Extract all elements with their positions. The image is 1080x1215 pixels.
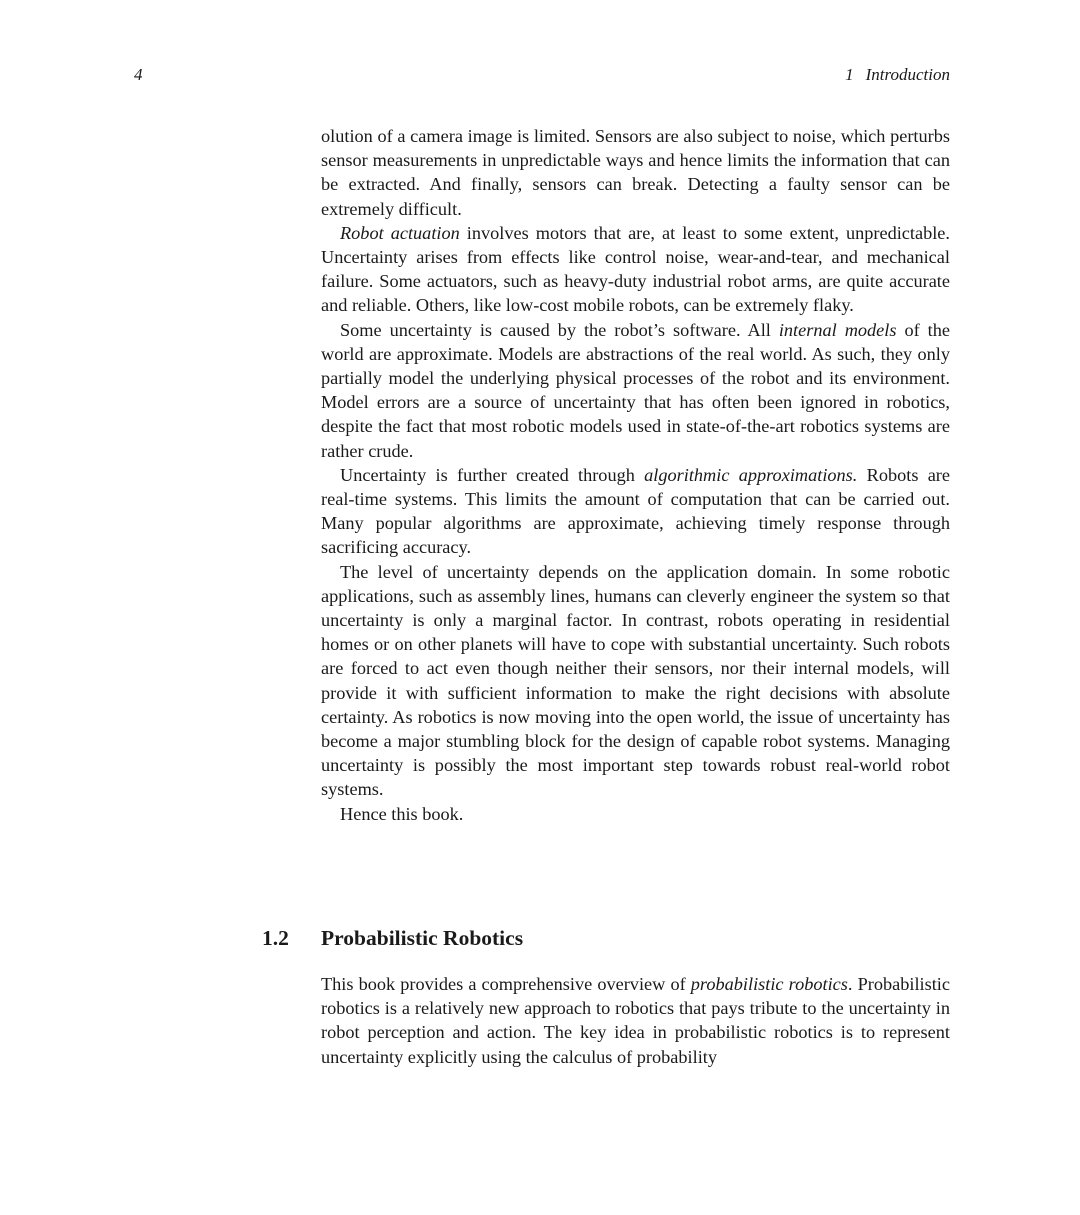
section-body-text <box>321 972 950 1069</box>
emphasis-algorithmic-approximations: algorithmic approximations. <box>644 464 858 485</box>
paragraph-text: Uncertainty is further created through <box>340 464 645 485</box>
emphasis-internal-models: internal models <box>778 319 897 340</box>
emphasis-probabilistic-robotics: probabilistic robotics <box>690 974 848 994</box>
chapter-title: Introduction <box>865 65 950 84</box>
paragraph-text: Some uncertainty is caused by the robot’s software. All <box>340 319 779 340</box>
paragraph-text: This book provides a comprehensive overview of <box>321 974 691 994</box>
paragraph-hence-this-book <box>321 802 950 826</box>
body-text <box>321 124 950 826</box>
emphasis-robot-actuation: Robot actuation <box>340 222 460 243</box>
chapter-number: 1 <box>845 65 854 84</box>
paragraph-internal-models <box>321 318 950 463</box>
paragraph-text: involves motors that are, at least to some extent, unpredictable. Uncertainty arises from effects like control noise, wear-and-tear, and mechanical failure. Some actuators, such as heavy-duty industrial robot arms, are quite accurate and reliable. Others, like low-cost mobile robots, can be extremely flaky. <box>321 222 950 316</box>
paragraph-text: Robots are real-time systems. This limits the amount of computation that can be carried out. Many popular algorithms are approximate, achieving timely response through sacrificing accuracy. <box>321 464 951 558</box>
chapter-reference <box>845 62 950 88</box>
page-number: 4 <box>134 65 143 84</box>
running-head <box>134 62 950 88</box>
paragraph-text: olution of a camera image is limited. Sensors are also subject to noise, which perturbs sensor measurements in unpredictable ways and hence limits the information that can be extracted. And finally, sensors can break. Detecting a faulty sensor can be extremely difficult. <box>321 126 950 219</box>
paragraph-probabilistic-robotics <box>321 972 950 1069</box>
paragraph-application-domain <box>321 560 950 802</box>
section-title: Probabilistic Robotics <box>321 926 524 950</box>
paragraph-sensor-noise <box>321 124 950 221</box>
paragraph-text: The level of uncertainty depends on the application domain. In some robotic applications, such as assembly lines, humans can cleverly engineer the system so that uncertainty is only a marginal factor. In contrast, robots operating in residential homes or on other planets will have to cope with substantial uncertainty. Such robots are forced to act even though neither their sensors, nor their internal models, will provide it with sufficient information to make the right decisions with absolute certainty. As robotics is now moving into the open world, the issue of uncertainty has become a major stumbling block for the design of capable robot systems. Managing uncertainty is possibly the most important step towards robust real-world robot systems. <box>321 561 950 800</box>
paragraph-text: Hence this book. <box>340 803 464 824</box>
section-heading <box>262 922 950 954</box>
paragraph-algorithmic-approximations <box>321 463 950 560</box>
paragraph-text: . Probabilistic robotics is a relatively new approach to robotics that pays tribute to the uncertainty in robot perception and action. The key idea in probabilistic robotics is to represent uncertainty explicitly using the calculus of probability <box>321 974 950 1067</box>
section-number: 1.2 <box>262 926 289 950</box>
paragraph-robot-actuation <box>321 221 950 318</box>
paragraph-text: of the world are approximate. Models are abstractions of the real world. As such, they only partially model the underlying physical processes of the robot and its environment. Model errors are a source of uncertainty that has often been ignored in robotics, despite the fact that most robotic models used in state-of-the-art robotics systems are rather crude. <box>321 319 950 461</box>
